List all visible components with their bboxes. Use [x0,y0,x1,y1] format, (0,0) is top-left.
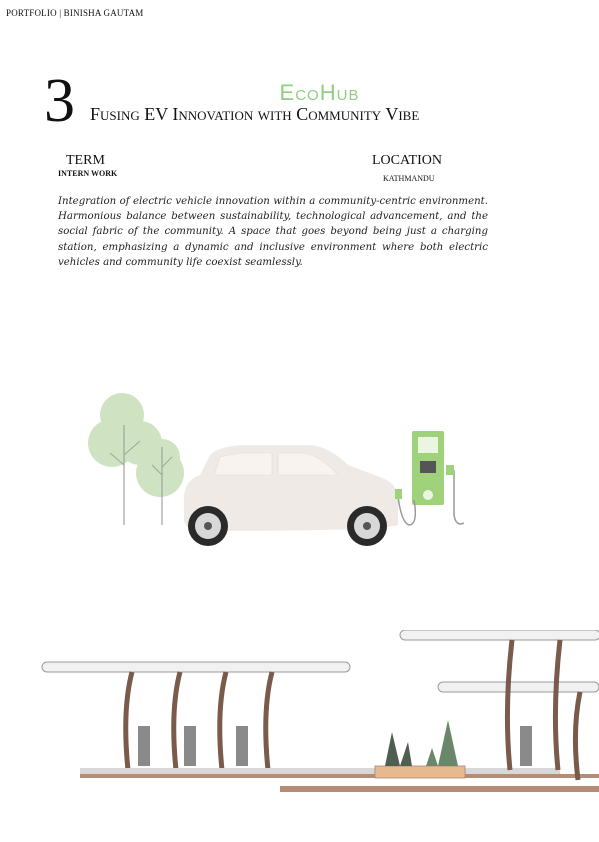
ev-illustration [80,385,480,555]
project-title: EcoHub [279,80,360,105]
term-value: INTERN WORK [58,169,118,178]
location-label: LOCATION [372,153,442,168]
project-description: Integration of electric vehicle innovation within a community-centric environment. Harmonious balance between sustainability, technological advancement, and the social fabric of the community. A space that goes beyond being just a charging station, emphasizing a dynamic and inclusive environment where both electric vehicles and community life coexist seamlessly. [58,196,488,268]
ev-car-icon [184,445,398,546]
canopy-illustration [40,630,599,810]
tree-icon [88,393,184,525]
project-number: 3 [44,67,75,135]
project-subtitle: Fusing EV Innovation with Community Vibe [90,104,420,124]
portfolio-header: PORTFOLIO | BINISHA GAUTAM [6,8,144,18]
term-label: TERM [66,153,105,168]
location-value: KATHMANDU [383,174,435,183]
charging-station-icon [395,431,464,525]
